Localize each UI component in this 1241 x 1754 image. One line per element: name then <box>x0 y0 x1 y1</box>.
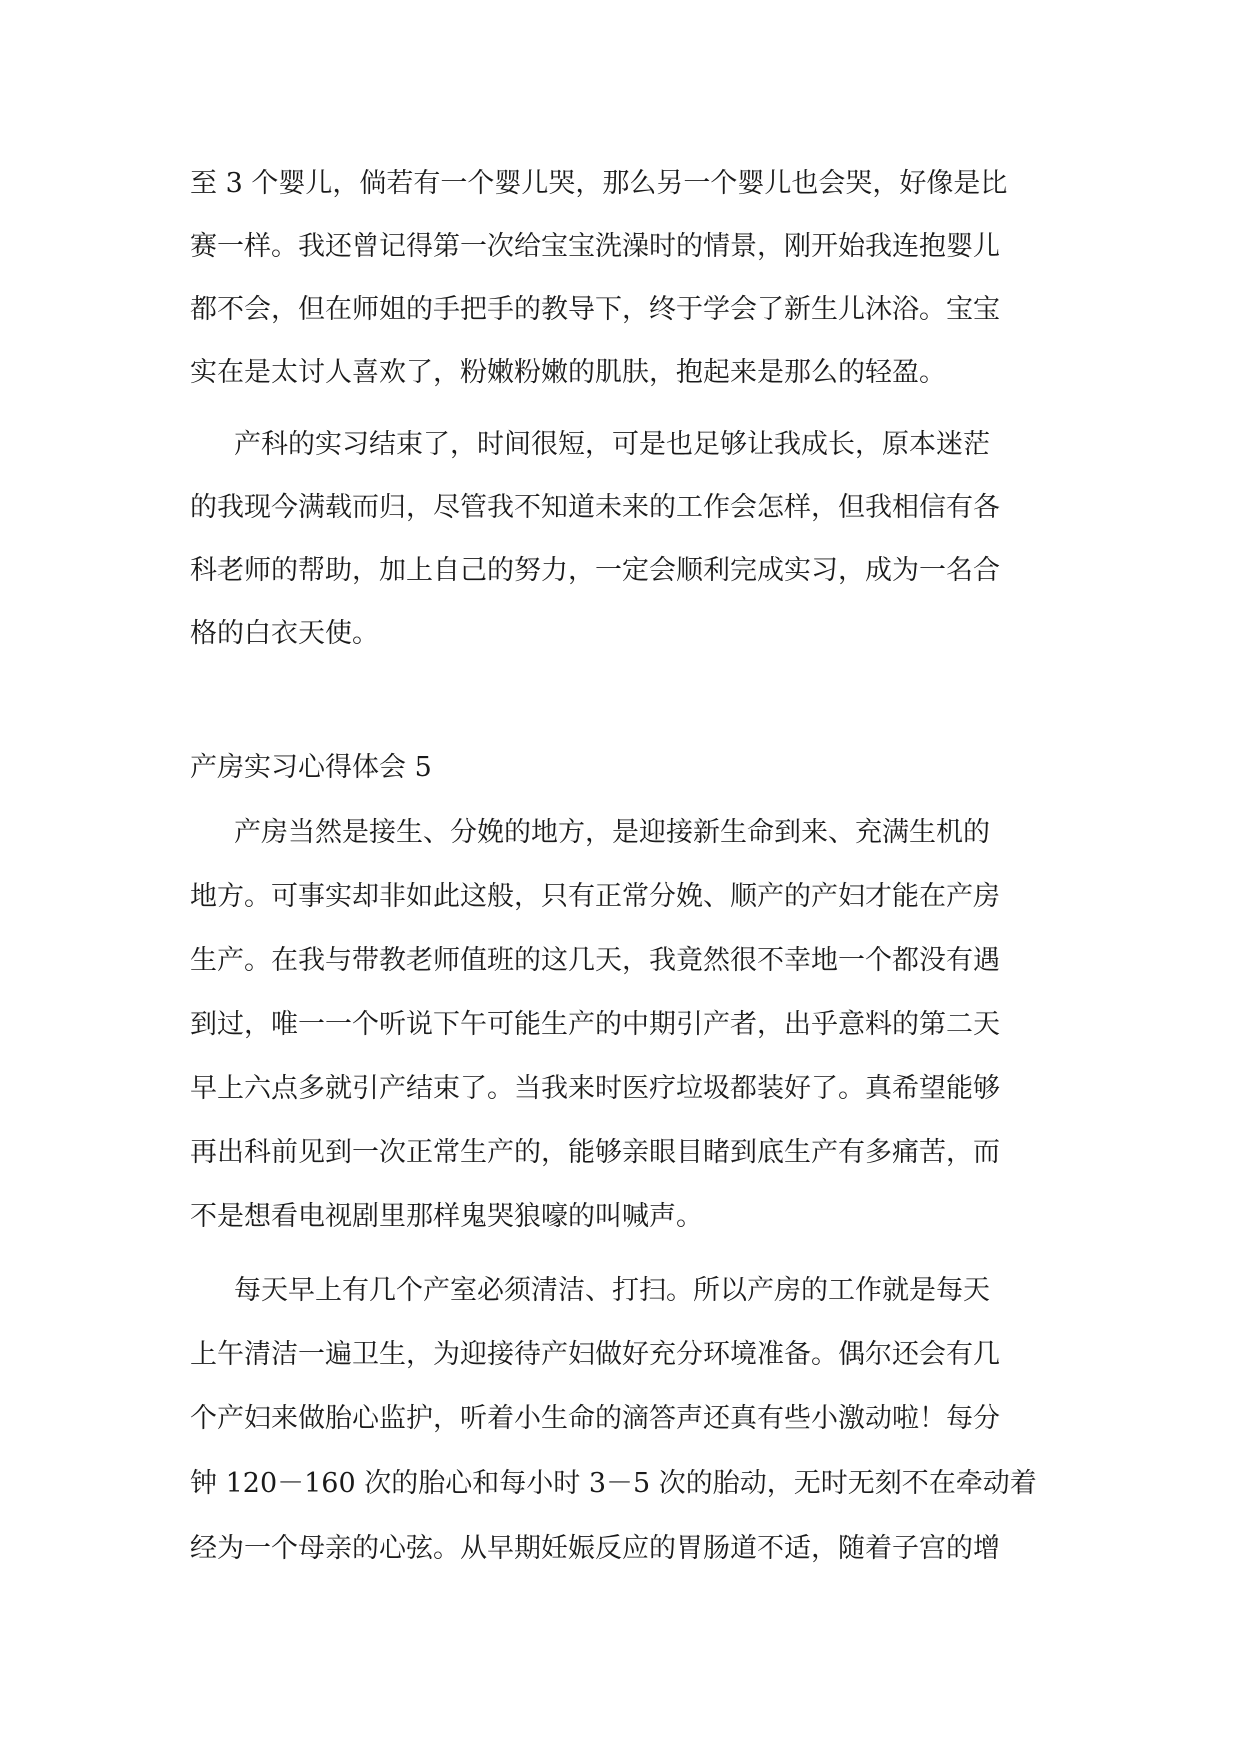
paragraph-line: 至 3 个婴儿，倘若有一个婴儿哭，那么另一个婴儿也会哭，好像是比 <box>190 168 1008 199</box>
paragraph-line: 实在是太讨人喜欢了，粉嫩粉嫩的肌肤，抱起来是那么的轻盈。 <box>190 357 946 388</box>
paragraph-line: 不是想看电视剧里那样鬼哭狼嚎的叫喊声。 <box>190 1201 703 1232</box>
paragraph-line: 地方。可事实却非如此这般，只有正常分娩、顺产的产妇才能在产房 <box>190 881 1000 912</box>
paragraph-line: 上午清洁一遍卫生，为迎接待产妇做好充分环境准备。偶尔还会有几 <box>190 1339 1000 1370</box>
paragraph-line: 格的白衣天使。 <box>190 618 379 649</box>
paragraph-line: 赛一样。我还曾记得第一次给宝宝洗澡时的情景，刚开始我连抱婴儿 <box>190 231 1000 262</box>
section-heading: 产房实习心得体会 5 <box>190 752 432 783</box>
paragraph-line: 钟 120－160 次的胎心和每小时 3－5 次的胎动，无时无刻不在牵动着 <box>190 1468 1037 1499</box>
paragraph-line: 的我现今满载而归，尽管我不知道未来的工作会怎样，但我相信有各 <box>190 492 1000 523</box>
paragraph-line: 到过，唯一一个听说下午可能生产的中期引产者，出乎意料的第二天 <box>190 1009 1000 1040</box>
paragraph-first-line: 每天早上有几个产室必须清洁、打扫。所以产房的工作就是每天 <box>234 1275 990 1306</box>
paragraph-line: 生产。在我与带教老师值班的这几天，我竟然很不幸地一个都没有遇 <box>190 945 1000 976</box>
paragraph-line: 再出科前见到一次正常生产的，能够亲眼目睹到底生产有多痛苦，而 <box>190 1137 1000 1168</box>
paragraph-line: 都不会，但在师姐的手把手的教导下，终于学会了新生儿沐浴。宝宝 <box>190 294 1000 325</box>
paragraph-line: 早上六点多就引产结束了。当我来时医疗垃圾都装好了。真希望能够 <box>190 1073 1000 1104</box>
paragraph-first-line: 产科的实习结束了，时间很短，可是也足够让我成长，原本迷茫 <box>234 429 990 460</box>
paragraph-line: 个产妇来做胎心监护，听着小生命的滴答声还真有些小激动啦！每分 <box>190 1403 1000 1434</box>
paragraph-line: 科老师的帮助，加上自己的努力，一定会顺利完成实习，成为一名合 <box>190 555 1000 586</box>
paragraph-line: 经为一个母亲的心弦。从早期妊娠反应的胃肠道不适，随着子宫的增 <box>190 1533 1000 1564</box>
paragraph-first-line: 产房当然是接生、分娩的地方，是迎接新生命到来、充满生机的 <box>234 817 990 848</box>
